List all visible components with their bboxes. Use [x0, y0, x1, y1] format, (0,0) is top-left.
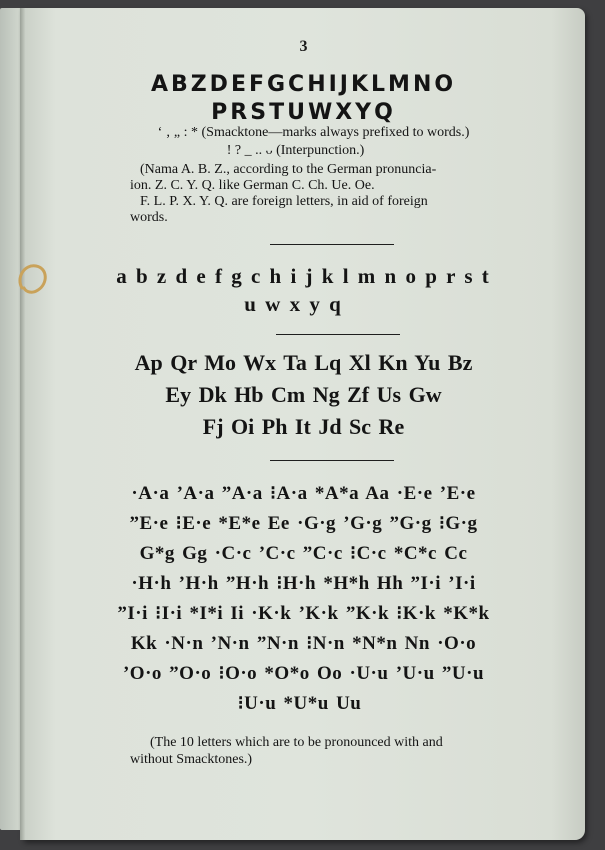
divider-rule [270, 460, 394, 461]
lowercase-alphabet-line-1: a b z d e f g c h i j k l m n o p r s t [116, 264, 491, 288]
smacktone-letters-line-8: ⁝U·u *U*u Uu [237, 693, 362, 714]
letter-pairs-line-2: Ey Dk Hb Cm Ng Zf Us Gw [165, 382, 442, 407]
nama-line-1: (Nama A. B. Z., according to the German pronuncia- [140, 162, 437, 177]
smacktone-letters-line-5: ˮI·i ⁝I·i *I*i Ii ·K·k ʼK·k ˮK·k ⁝K·k *K*k [117, 603, 490, 624]
smacktone-letters-line-2: ˮE·e ⁝E·e *E*e Ee ·G·g ʼG·g ˮG·g ⁝G·g [129, 513, 478, 534]
uppercase-alphabet-line-2: PRSTUWXYQ [211, 100, 396, 125]
letter-pairs-line-1: Ap Qr Mo Wx Ta Lq Xl Kn Yu Bz [134, 350, 473, 375]
smacktone-letters-line-3: G*g Gg ·C·c ʼC·c ˮC·c ⁝C·c *C*c Cc [139, 543, 468, 564]
divider-rule [270, 244, 394, 245]
divider-rule [276, 334, 400, 335]
nama-paragraph [130, 162, 550, 226]
nama-line-4: words. [130, 210, 168, 225]
smacktone-letters-line-1: ·A·a ʼA·a ˮA·a ⁝A·a *A*a Aa ·E·e ʼE·e [131, 483, 476, 504]
footnote-line-1: (The 10 letters which are to be pronounced with and [150, 735, 443, 750]
smacktone-letters-line-7: ʼO·o ˮO·o ⁝O·o *O*o Oo ·U·u ʼU·u ˮU·u [122, 663, 485, 684]
smacktone-letters-line-6: Kk ·N·n ʼN·n ˮN·n ⁝N·n *N*n Nn ·O·o [130, 633, 477, 654]
interpunction-line: ! ? _ .. ᴗ (Interpunction.) [226, 143, 365, 158]
footnote [130, 734, 570, 768]
smacktone-letters-line-4: ·H·h ʼH·h ˮH·h ⁝H·h *H*h Hh ˮI·i ʼI·i [131, 573, 476, 594]
page-number: 3 [299, 38, 308, 55]
uppercase-alphabet-line-1: ABZDEFGCHIJKLMNO [150, 72, 457, 97]
nama-line-3: F. L. P. X. Y. Q. are foreign letters, in aid of foreign [140, 194, 428, 209]
letter-pairs-line-3: Fj Oi Ph It Jd Sc Re [202, 414, 405, 439]
book-page [22, 8, 585, 840]
smacktone-marks-line: ʻ ‚ „ : * (Smacktone—marks always prefixed to words.) [157, 125, 470, 140]
footnote-line-2: without Smacktones.) [130, 752, 253, 767]
nama-line-2: ion. Z. C. Y. Q. like German C. Ch. Ue. Oe. [130, 178, 375, 193]
lowercase-alphabet-line-2: u w x y q [244, 292, 343, 316]
